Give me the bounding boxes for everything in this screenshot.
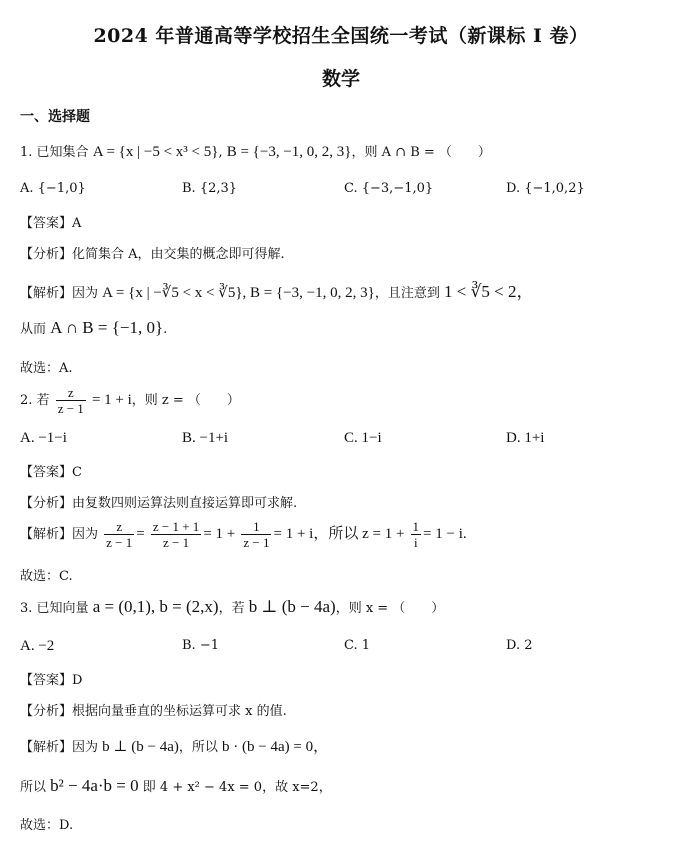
- q2-number: 2.: [20, 393, 33, 408]
- q1-solution2-math: A ∩ B = {−1, 0}: [50, 318, 164, 337]
- q1-solution-2: [20, 318, 167, 338]
- q2-option-c: C. 1−i: [344, 430, 382, 446]
- q1-stem-suffix: ，则 A ∩ B = （ ）: [351, 145, 491, 160]
- q1-answer: 【答案】A: [20, 216, 82, 231]
- q1-option-c: C. {−3,−1,0}: [344, 181, 434, 196]
- q1-set-a: A = {x | −5 < x³ < 5}: [92, 144, 219, 160]
- q1-solution: [20, 277, 533, 302]
- question-3-stem: [20, 597, 444, 617]
- q2-option-b: B. −1+i: [182, 430, 229, 446]
- subject-title: 数学: [321, 68, 360, 90]
- q2-sfrac1-den: z − 1: [106, 535, 133, 550]
- q3-solution2-math: b² − 4a·b = 0: [50, 776, 139, 795]
- q2-solution: [20, 519, 467, 550]
- q2-option-a: A. −1−i: [20, 430, 67, 446]
- q3-solution-prefix: 【解析】因为: [20, 740, 99, 755]
- q3-stem-suffix: ，则 x = （ ）: [335, 601, 445, 616]
- question-1-stem: 1. 已知集合 A = {x | −5 < x³ < 5}, B = {−3, −1, 0, 2, 3}，则 A ∩ B = （ ）: [20, 144, 491, 160]
- q2-stem-suffix: ，则 z = （ ）: [131, 393, 240, 408]
- q2-solution-prefix: 【解析】因为: [20, 527, 99, 542]
- q3-option-a: A. −2: [20, 638, 55, 654]
- q3-stem-math: a = (0,1), b = (2,x): [92, 597, 219, 616]
- q2-fraction: [56, 385, 86, 416]
- q2-answer: 【答案】C: [20, 465, 82, 480]
- q2-solution-eq1: =: [136, 526, 145, 542]
- q3-solution2-mid: 即 4 + x² − 4x = 0，故 x=2，: [142, 780, 332, 795]
- q1-conclusion: 故选：A.: [20, 361, 73, 376]
- q3-option-c: C. 1: [344, 638, 371, 653]
- q1-solution2-end: .: [163, 322, 168, 337]
- question-2-stem: [20, 385, 240, 416]
- q1-analysis: 【分析】化简集合 A，由交集的概念即可得解.: [20, 247, 285, 262]
- q1-solution-inequality: 1 < ∛5 < 2，: [443, 282, 534, 301]
- q1-solution-mid: ，且注意到: [374, 286, 440, 301]
- q3-stem-prefix: 已知向量: [36, 601, 89, 616]
- q3-option-d: D. 2: [506, 638, 533, 653]
- q3-stem-condition: b ⊥ (b − 4a): [248, 597, 336, 616]
- q2-frac-numerator: z: [56, 385, 86, 401]
- q3-option-b: B. −1: [182, 638, 219, 653]
- q2-solution-frac-3: [241, 519, 271, 550]
- q2-sfrac3-num: 1: [241, 519, 271, 535]
- q2-solution-eq2: = 1 +: [203, 526, 236, 542]
- q2-solution-frac-1: [104, 519, 134, 550]
- q2-analysis: 【分析】由复数四则运算法则直接运算即可求解.: [20, 496, 298, 511]
- q1-solution-math: A = {x | −∛5 < x < ∛5}, B = {−3, −1, 0, 2, 3}: [102, 285, 375, 301]
- q2-conclusion: 故选：C.: [20, 569, 73, 584]
- q2-frac-denominator: z − 1: [57, 401, 84, 416]
- q3-conclusion: 故选：D.: [20, 818, 74, 833]
- q2-solution-eq3: = 1 + i，所以 z = 1 +: [273, 526, 405, 542]
- q2-sfrac3-den: z − 1: [243, 535, 270, 550]
- q2-sfrac2-num: z − 1 + 1: [152, 519, 200, 534]
- q1-solution2-prefix: 从而: [20, 322, 47, 337]
- q2-sfrac1-num: z: [104, 519, 134, 535]
- q1-option-a: A. {−1,0}: [20, 181, 86, 196]
- q3-stem-mid: ，若: [218, 601, 245, 616]
- q1-solution-prefix: 【解析】因为: [20, 286, 99, 301]
- q1-set-b: B = {−3, −1, 0, 2, 3}: [226, 144, 352, 160]
- q1-number: 1.: [20, 145, 33, 160]
- q3-number: 3.: [20, 601, 33, 616]
- q3-solution-mid: ，所以: [178, 740, 218, 755]
- q1-option-d: D. {−1,0,2}: [506, 181, 585, 196]
- exam-title: 2024 年普通高等学校招生全国统一考试（新课标 I 卷）: [93, 25, 589, 47]
- q3-solution: [20, 735, 328, 756]
- q2-solution-eq4: = 1 − i.: [423, 526, 467, 542]
- q1-stem-prefix: 已知集合: [36, 145, 89, 160]
- q2-option-d: D. 1+i: [506, 430, 545, 446]
- q3-solution-math: b ⊥ (b − 4a): [102, 739, 179, 755]
- q2-stem-prefix: 若: [36, 393, 50, 408]
- q3-solution2-prefix: 所以: [20, 780, 47, 795]
- q3-answer: 【答案】D: [20, 673, 83, 688]
- q2-sfrac4-num: 1: [412, 519, 420, 534]
- q2-stem-rhs: = 1 + i: [91, 392, 132, 408]
- section-heading: 一、选择题: [20, 109, 90, 125]
- q3-solution-math-2: b · (b − 4a) = 0，: [222, 739, 329, 755]
- q2-solution-frac-4: [411, 519, 422, 550]
- q3-solution-2: [20, 776, 332, 796]
- q2-sfrac4-den: i: [413, 535, 418, 550]
- q2-solution-frac-2: [151, 519, 201, 550]
- q3-analysis: 【分析】根据向量垂直的坐标运算可求 x 的值.: [20, 704, 287, 719]
- q2-sfrac2-den: z − 1: [163, 535, 190, 550]
- q1-option-b: B. {2,3}: [182, 181, 238, 196]
